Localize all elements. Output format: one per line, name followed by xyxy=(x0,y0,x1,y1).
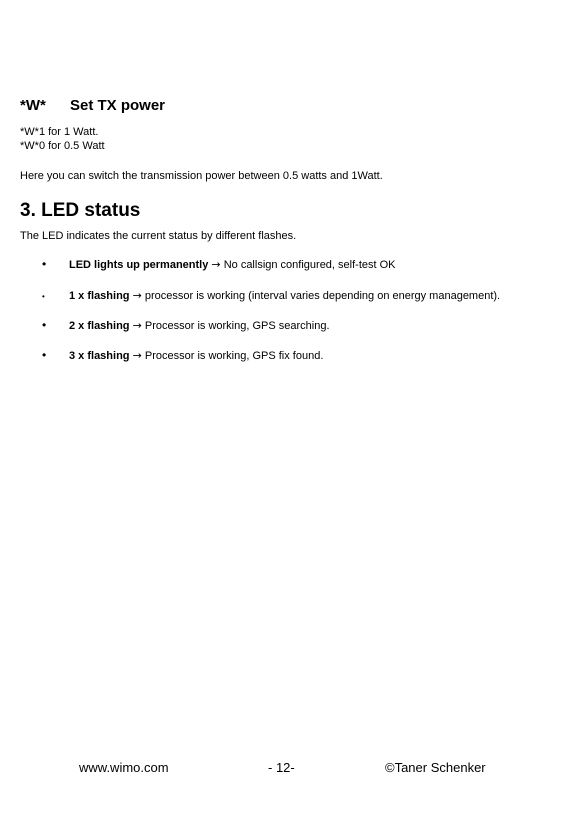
bullet-icon: • xyxy=(42,318,47,332)
list-item xyxy=(42,257,396,271)
list-item-term: 1 x flashing xyxy=(69,290,130,302)
bullet-icon: • xyxy=(42,348,47,362)
list-item-text: Processor is working, GPS searching. xyxy=(141,320,330,332)
list-item-text: No callsign configured, self-test OK xyxy=(220,259,396,271)
command-title: Set TX power xyxy=(70,97,166,114)
footer-copyright: ©Taner Schenker xyxy=(385,760,486,775)
list-item xyxy=(42,289,500,302)
list-item xyxy=(42,318,330,332)
command-option-1: *W*1 for 1 Watt. xyxy=(20,126,99,138)
command-description: Here you can switch the transmission power between 0.5 watts and 1Watt. xyxy=(20,170,383,182)
footer-website: www.wimo.com xyxy=(79,760,169,775)
command-option-2: *W*0 for 0.5 Watt xyxy=(20,140,105,152)
list-item-text: processor is working (interval varies depending on energy management). xyxy=(141,290,501,302)
command-code: *W* xyxy=(20,97,46,114)
arrow-right-icon: → xyxy=(132,289,142,302)
list-item-term: LED lights up permanently xyxy=(69,259,209,271)
bullet-icon: • xyxy=(42,292,45,301)
list-item-term: 2 x flashing xyxy=(69,320,130,332)
list-item-term: 3 x flashing xyxy=(69,350,130,362)
section-title: 3. LED status xyxy=(20,200,141,221)
arrow-right-icon: → xyxy=(132,349,142,362)
list-item-text: Processor is working, GPS fix found. xyxy=(141,350,324,362)
arrow-right-icon: → xyxy=(211,258,221,271)
command-heading xyxy=(20,97,165,114)
list-item xyxy=(42,348,323,362)
footer-page-number: - 12- xyxy=(268,760,295,775)
bullet-icon: • xyxy=(42,257,47,271)
arrow-right-icon: → xyxy=(132,319,142,332)
section-intro: The LED indicates the current status by different flashes. xyxy=(20,230,297,242)
